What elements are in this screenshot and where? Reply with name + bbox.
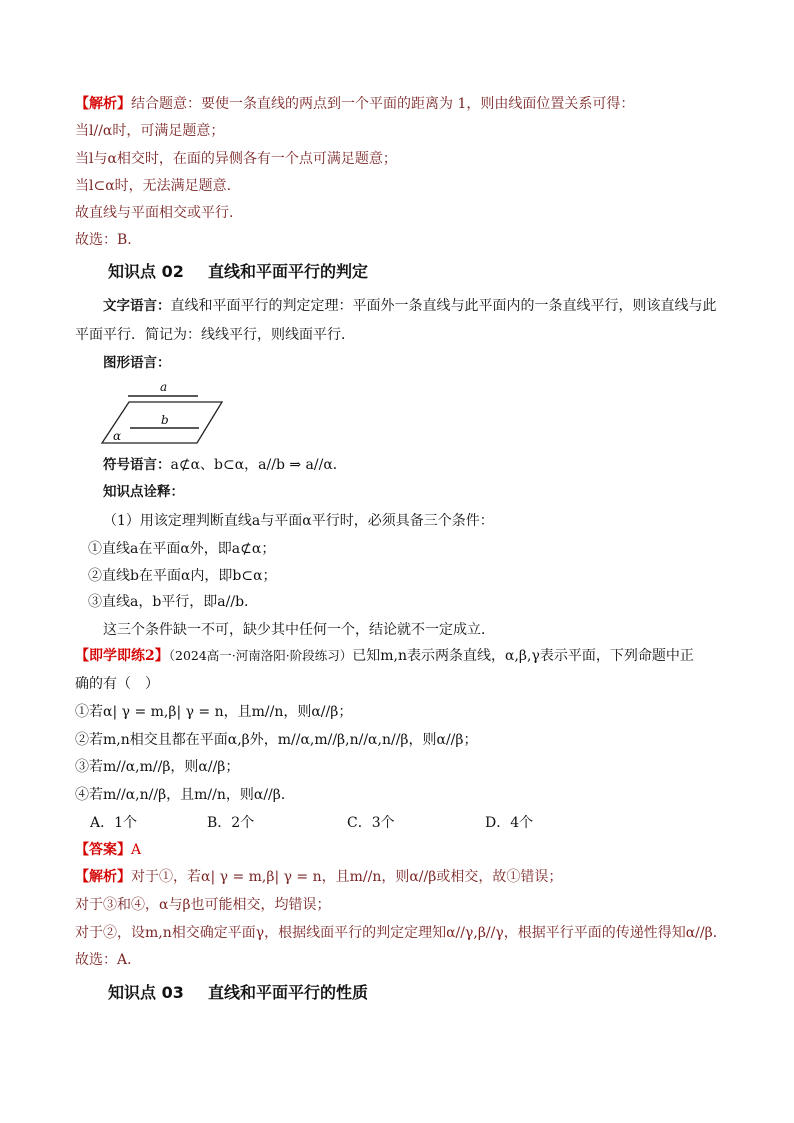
theorem-text-line-1 <box>103 296 717 316</box>
plane-alpha-label: α <box>113 429 122 443</box>
option-b: B．2个 <box>207 815 255 831</box>
section-02-heading <box>108 261 368 283</box>
exercise-stem-line-1 <box>75 646 694 666</box>
statement-1: ①若α| γ = m,β| γ = n，且m//n，则α//β； <box>75 704 353 720</box>
option-c: C．3个 <box>347 815 395 831</box>
figure-language-label: 图形语言： <box>103 355 171 371</box>
section-02-number: 知识点 02 <box>108 262 184 281</box>
analysis-label: 【解析】 <box>75 96 131 112</box>
section-03-heading <box>108 982 368 1004</box>
analysis-text: 结合题意：要使一条直线的两点到一个平面的距离为 1，则由线面位置关系可得： <box>131 96 635 112</box>
option-a: A．1个 <box>90 815 138 831</box>
line-plane-parallel-figure <box>98 378 228 448</box>
analysis-2-line-1 <box>75 867 562 887</box>
answer-value: A <box>131 842 142 858</box>
analysis-1-line-6: 故选：B. <box>75 232 132 248</box>
analysis-2-text: 对于①，若α| γ = m,β| γ = n，且m//n，则α//β或相交，故①错误； <box>131 869 563 885</box>
analysis-1-line-3: 当l与α相交时，在面的异侧各有一个点可满足题意； <box>75 151 397 167</box>
notes-heading: 知识点诠释： <box>103 484 184 500</box>
analysis-2-line-3: 对于②，设m,n相交确定平面γ，根据线面平行的判定定理知α//γ,β//γ，根据平行平面的传递性得知α//β． <box>75 925 727 941</box>
statement-3: ③若m//α,m//β，则α//β； <box>75 759 240 775</box>
analysis-2-line-2: 对于③和④，α与β也可能相交，均错误； <box>75 897 331 913</box>
condition-2: ②直线b在平面α内，即b⊂α； <box>88 568 277 584</box>
analysis-1-line-4: 当l⊂α时，无法满足题意. <box>75 178 232 194</box>
theorem-text: 直线和平面平行的判定定理：平面外一条直线与此平面内的一条直线平行，则该直线与此 <box>170 298 717 314</box>
analysis-1-line-5: 故直线与平面相交或平行. <box>75 205 234 221</box>
text-language-label: 文字语言： <box>103 298 171 314</box>
option-d: D．4个 <box>485 815 534 831</box>
notes-summary: 这三个条件缺一不可，缺少其中任何一个，结论就不一定成立． <box>103 622 495 638</box>
analysis-1-line-2: 当l//α时，可满足题意； <box>75 123 225 139</box>
condition-1: ①直线a在平面α外，即a⊄α； <box>88 541 276 557</box>
section-03-number: 知识点 03 <box>108 983 184 1002</box>
exercise-label: 【即学即练2】 <box>75 648 169 664</box>
symbol-language-label: 符号语言： <box>103 457 171 473</box>
exercise-stem: 已知m,n表示两条直线，α,β,γ表示平面，下列命题中正 <box>352 648 694 664</box>
section-03-title: 直线和平面平行的性质 <box>208 983 369 1002</box>
analysis-1-line-1 <box>75 94 634 114</box>
exercise-stem-line-2: 确的有（ ） <box>75 676 159 692</box>
notes-intro: （1）用该定理判断直线a与平面α平行时，必须具备三个条件： <box>103 513 494 529</box>
answer-options <box>0 813 794 833</box>
analysis-2-line-4: 故选：A． <box>75 952 142 968</box>
analysis-2-label: 【解析】 <box>75 869 131 885</box>
section-02-title: 直线和平面平行的判定 <box>208 262 369 281</box>
exercise-source: （2024高一·河南洛阳·阶段练习） <box>168 648 353 663</box>
symbol-language-line <box>103 455 347 475</box>
answer-line <box>75 840 141 860</box>
symbol-language-text: a⊄α、b⊂α，a//b ⇒ a//α． <box>170 457 347 473</box>
statement-4: ④若m//α,n//β，且m//n，则α//β． <box>75 787 295 803</box>
condition-3: ③直线a，b平行，即a//b. <box>88 594 249 610</box>
theorem-text-line-2: 平面平行．简记为：线线平行，则线面平行． <box>75 327 355 343</box>
line-b-label: b <box>161 413 169 427</box>
line-a-label: a <box>160 380 168 394</box>
statement-2: ②若m,n相交且都在平面α,β外，m//α,m//β,n//α,n//β，则α//β； <box>75 732 478 748</box>
answer-label: 【答案】 <box>75 842 131 858</box>
